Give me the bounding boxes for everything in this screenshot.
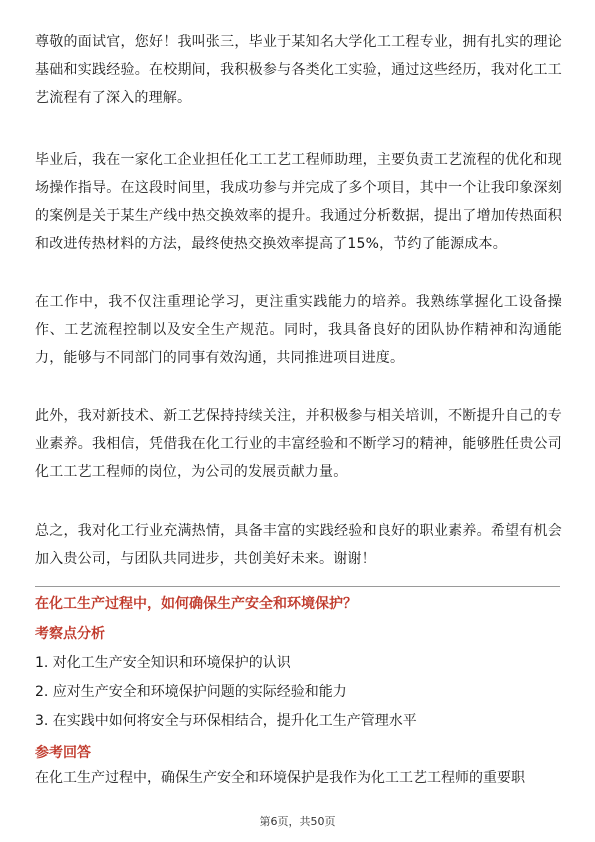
- page-number: 第6页，共50页: [259, 815, 336, 828]
- analysis-heading: 考察点分析: [35, 626, 105, 642]
- intro-paragraph-4: 此外，我对新技术、新工艺保持持续关注，并积极参与相关培训，不断提升自己的专业素养。我相信，凭借我在化工行业的丰富经验和不断学习的精神，能够胜任贵公司化工工艺工程师的岗位，为公司的发展贡献力量。: [35, 408, 562, 480]
- analysis-point: 3. 在实践中如何将安全与环保相结合，提升化工生产管理水平: [35, 713, 417, 729]
- interview-question: 在化工生产过程中，如何确保生产安全和环境保护？: [35, 596, 357, 612]
- analysis-point: 2. 应对生产安全和环境保护问题的实际经验和能力: [35, 684, 347, 700]
- answer-text: 在化工生产过程中，确保生产安全和环境保护是我作为化工工艺工程师的重要职: [35, 770, 525, 786]
- intro-paragraph-3: 在工作中，我不仅注重理论学习，更注重实践能力的培养。我熟练掌握化工设备操作、工艺流程控制以及安全生产规范。同时，我具备良好的团队协作精神和沟通能力，能够与不同部门的同事有效沟通，共同推进项目进度。: [35, 294, 562, 366]
- intro-paragraph-1: 尊敬的面试官，您好！我叫张三，毕业于某知名大学化工工程专业，拥有扎实的理论基础和实践经验。在校期间，我积极参与各类化工实验，通过这些经历，我对化工工艺流程有了深入的理解。: [35, 34, 562, 106]
- section-divider: [35, 586, 560, 587]
- intro-paragraph-5: 总之，我对化工行业充满热情，具备丰富的实践经验和良好的职业素养。希望有机会加入贵公司，与团队共同进步，共创美好未来。谢谢！: [35, 523, 562, 567]
- analysis-points-list: [35, 649, 560, 736]
- intro-paragraph-2: 毕业后，我在一家化工企业担任化工工艺工程师助理，主要负责工艺流程的优化和现场操作指导。在这段时间里，我成功参与并完成了多个项目，其中一个让我印象深刻的案例是关于某生产线中热交换效率的提升。我通过分析数据，提出了增加传热面积和改进传热材料的方法，最终使热交换效率提高了15%，节约了能源成本。: [35, 152, 562, 252]
- answer-heading: 参考回答: [35, 745, 91, 761]
- analysis-point: 1. 对化工生产安全知识和环境保护的认识: [35, 655, 291, 671]
